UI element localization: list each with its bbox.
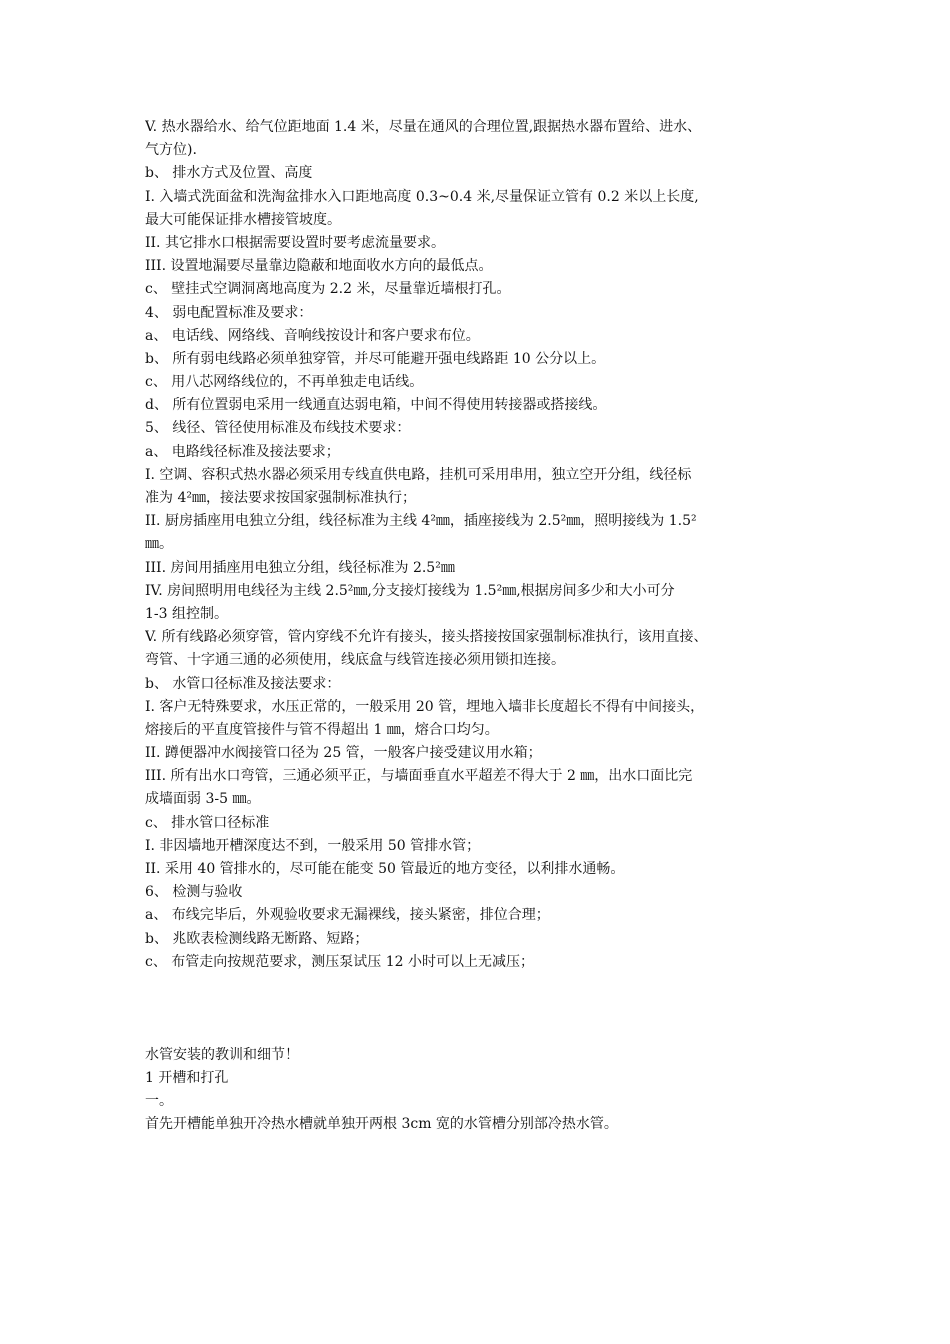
text-line: b、 水管口径标准及接法要求： bbox=[145, 675, 341, 692]
text-line: c、 壁挂式空调洞离地高度为 2.2 米，尽量靠近墙根打孔。 bbox=[145, 281, 511, 298]
text-line: 弯管、十字通三通的必须使用，线底盒与线管连接必须用锁扣连接。 bbox=[145, 652, 565, 669]
text-line: 1-3 组控制。 bbox=[145, 605, 228, 622]
text-line: 水管安装的教训和细节！ bbox=[145, 1046, 299, 1063]
text-line: a、 电话线、网络线、音响线按设计和客户要求布位。 bbox=[145, 327, 480, 344]
text-line: 气方位). bbox=[145, 142, 197, 159]
text-line: c、 用八芯网络线位的，不再单独走电话线。 bbox=[145, 374, 424, 391]
text-line: 4、 弱电配置标准及要求： bbox=[145, 304, 313, 321]
text-line: I. 空调、容积式热水器必须采用专线直供电路，挂机可采用串用，独立空开分组，线径标 bbox=[145, 466, 692, 483]
text-line: a、 电路线径标准及接法要求； bbox=[145, 443, 340, 460]
text-line: 成墙面弱 3-5 ㎜。 bbox=[145, 791, 261, 808]
document-page bbox=[145, 116, 817, 1136]
text-line: II. 其它排水口根据需要设置时要考虑流量要求。 bbox=[145, 234, 445, 251]
text-line: c、 排水管口径标准 bbox=[145, 814, 270, 831]
text-line: V. 热水器给水、给气位距地面 1.4 米，尽量在通风的合理位置,跟据热水器布置给、进水、 bbox=[145, 119, 702, 135]
text-line: III. 房间用插座用电独立分组，线径标准为 2.5²㎜ bbox=[145, 559, 455, 576]
text-line: ㎜。 bbox=[145, 536, 173, 553]
text-line: I. 入墙式洗面盆和洗淘盆排水入口距地高度 0.3~0.4 米,尽量保证立管有 0.2 米以上长度, bbox=[145, 188, 699, 205]
text-line: 最大可能保证排水槽接管坡度。 bbox=[145, 211, 341, 228]
text-line: II. 蹲便器冲水阀接管口径为 25 管，一般客户接受建议用水箱； bbox=[145, 745, 542, 762]
document-section-water-pipe-lessons bbox=[145, 1044, 817, 1137]
text-line: 1 开槽和打孔 bbox=[145, 1069, 229, 1086]
text-line: II. 采用 40 管排水的，尽可能在能变 50 管最近的地方变径，以利排水通畅。 bbox=[145, 861, 625, 877]
text-line: b、 排水方式及位置、高度 bbox=[145, 165, 313, 182]
text-line: b、 兆欧表检测线路无断路、短路； bbox=[145, 930, 369, 947]
text-line: I. 客户无特殊要求，水压正常的，一般采用 20 管，埋地入墙非长度超长不得有中间接头， bbox=[145, 698, 705, 715]
text-line: 准为 4²㎜，接法要求按国家强制标准执行； bbox=[145, 490, 416, 506]
text-line: 5、 线径、管径使用标准及布线技术要求： bbox=[145, 420, 411, 437]
text-line: III. 所有出水口弯管，三通必须平正，与墙面垂直水平超差不得大于 2 ㎜，出水口面比完 bbox=[145, 768, 693, 785]
text-line: II. 厨房插座用电独立分组，线径标准为主线 4²㎜，插座接线为 2.5²㎜，照明接线为 1.5² bbox=[145, 513, 697, 530]
text-line: 熔接后的平直度管接件与管不得超出 1 ㎜，熔合口均匀。 bbox=[145, 721, 499, 738]
text-line: d、 所有位置弱电采用一线通直达弱电箱，中间不得使用转接器或搭接线。 bbox=[145, 397, 607, 414]
text-line: III. 设置地漏要尽量靠边隐蔽和地面收水方向的最低点。 bbox=[145, 258, 493, 275]
document-section-installation-standards bbox=[145, 116, 817, 974]
text-line: IV. 房间照明用电线径为主线 2.5²㎜,分支接灯接线为 1.5²㎜,根据房间多少和大小可分 bbox=[145, 582, 675, 599]
text-line: 一。 bbox=[145, 1092, 173, 1109]
text-line: 首先开槽能单独开冷热水槽就单独开两根 3cm 宽的水管槽分别部冷热水管。 bbox=[145, 1116, 618, 1133]
text-line: 6、 检测与验收 bbox=[145, 884, 243, 901]
text-line: b、 所有弱电线路必须单独穿管，并尽可能避开强电线路距 10 公分以上。 bbox=[145, 350, 606, 367]
text-line: I. 非因墙地开槽深度达不到，一般采用 50 管排水管； bbox=[145, 837, 481, 854]
text-line: a、 布线完毕后，外观验收要求无漏裸线，接头紧密，排位合理； bbox=[145, 907, 550, 924]
text-line: c、 布管走向按规范要求，测压泵试压 12 小时可以上无减压； bbox=[145, 953, 535, 970]
text-line: V. 所有线路必须穿管，管内穿线不允许有接头，接头搭接按国家强制标准执行，该用直接、 bbox=[145, 629, 708, 646]
section-gap bbox=[145, 974, 817, 1044]
